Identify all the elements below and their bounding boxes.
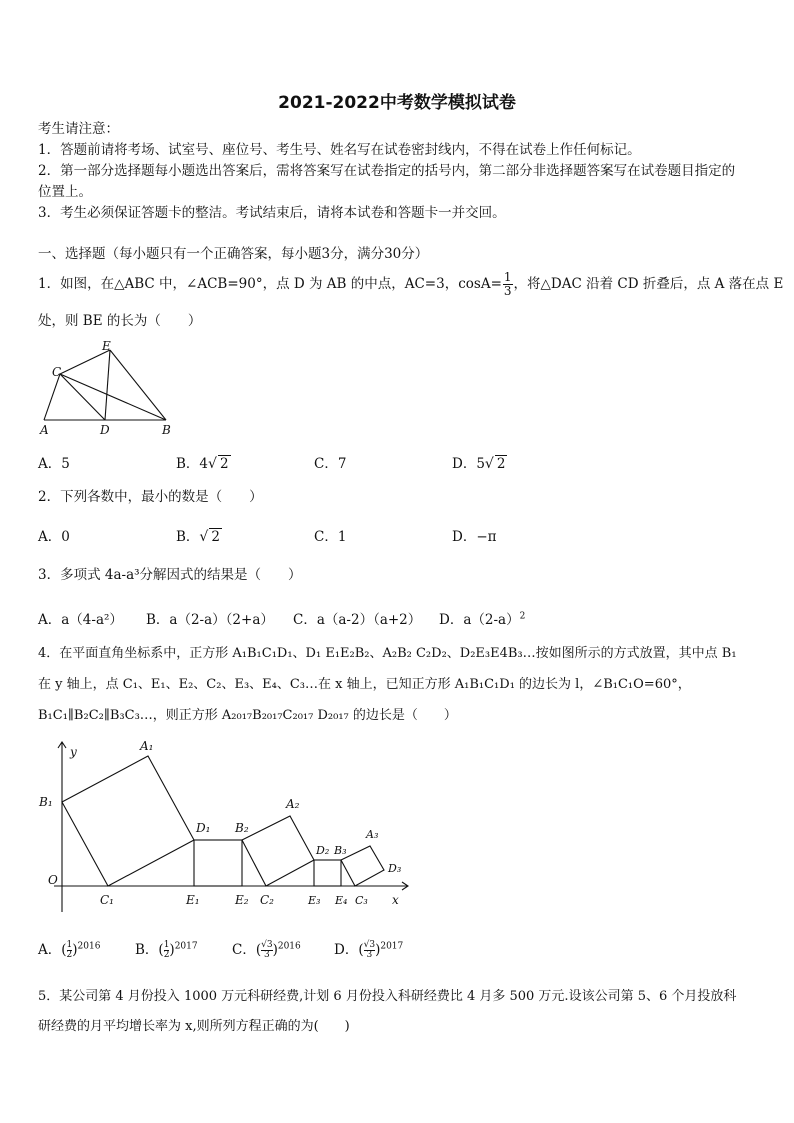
q2-option-d[interactable]: D．−π xyxy=(452,529,497,545)
question-1-text xyxy=(38,268,783,300)
q2-option-a[interactable]: A．0 xyxy=(38,529,70,545)
question-4-line: 4．在平面直角坐标系中，正方形 A₁B₁C₁D₁、D₁ E₁E₂B₂、A₂B₂ C₂D₂、D₂E₃E4B₃…按如图所示的方式放置，其中点 B₁ xyxy=(38,646,737,661)
q1-option-c[interactable]: C．7 xyxy=(314,456,347,472)
label-A1: A₁ xyxy=(140,739,154,753)
q1-option-d[interactable]: D．5√ 2 xyxy=(452,456,506,472)
label-B1: B₁ xyxy=(39,795,53,809)
q1-triangle-figure xyxy=(38,338,178,436)
q3-option-c[interactable]: C．a（a-2）（a+2） xyxy=(293,612,422,628)
option-text: B． xyxy=(176,529,200,545)
fraction-denominator: 2 xyxy=(163,950,170,960)
q1-fraction xyxy=(503,271,513,298)
label-E3: E₃ xyxy=(308,894,321,907)
fraction-numerator: 1 xyxy=(163,940,170,950)
fraction-denominator: 3 xyxy=(263,950,270,960)
label-O: O xyxy=(48,873,58,887)
exponent: 2016 xyxy=(277,941,301,952)
option-text: ) xyxy=(169,942,175,958)
segment-ED xyxy=(105,350,110,420)
square-3 xyxy=(242,816,314,886)
exponent: 2017 xyxy=(174,941,198,952)
label-A2: A₂ xyxy=(286,797,300,811)
question-5-line: 5．某公司第 4 月份投入 1000 万元科研经费,计划 6 月份投入科研经费比 4 月多 500 万元.设该公司第 5、6 个月投放科 xyxy=(38,989,737,1004)
q4-option-d[interactable] xyxy=(334,938,403,960)
notice-heading: 考生请注意： xyxy=(38,121,119,137)
label-y: y xyxy=(70,745,77,759)
label-C1: C₁ xyxy=(100,893,114,907)
q4-option-c[interactable] xyxy=(232,938,301,960)
fraction-numerator: √3 xyxy=(363,940,376,950)
square-5 xyxy=(341,846,384,886)
segment-CD xyxy=(60,374,105,420)
label-D2: D₂ xyxy=(316,844,330,857)
fraction-numerator: 1 xyxy=(503,270,512,284)
section-heading: 一、选择题（每小题只有一个正确答案，每小题3分，满分30分） xyxy=(38,246,429,262)
label-B2: B₂ xyxy=(235,821,249,835)
radicand: 2 xyxy=(496,456,506,472)
label-C2: C₂ xyxy=(260,893,274,907)
option-text: D．5 xyxy=(452,456,485,472)
option-text: B．4 xyxy=(176,456,209,472)
fraction-denominator: 3 xyxy=(366,950,373,960)
square-2 xyxy=(194,840,242,886)
page-title: 2021-2022中考数学模拟试卷 xyxy=(278,93,516,113)
q2-option-c[interactable]: C．1 xyxy=(314,529,347,545)
label-C3: C₃ xyxy=(355,894,368,907)
label-E2: E₂ xyxy=(235,893,249,907)
label-A: A xyxy=(40,423,49,436)
fraction-denominator: 3 xyxy=(503,284,512,298)
option-text: ) xyxy=(272,942,278,958)
question-3-text: 3．多项式 4a-a³分解因式的结果是（ ） xyxy=(38,567,302,583)
segment-EB xyxy=(110,350,166,420)
option-text: A．( xyxy=(38,942,67,958)
square-1 xyxy=(62,756,194,886)
q3-option-d[interactable] xyxy=(439,608,525,628)
option-text: D．a（2-a） xyxy=(439,612,520,628)
q4-option-b[interactable] xyxy=(135,938,198,960)
radicand: 2 xyxy=(219,456,229,472)
label-B3: B₃ xyxy=(334,844,347,857)
notice-item: 1．答题前请将考场、试室号、座位号、考生号、姓名写在试卷密封线内，不得在试卷上作任何标记。 xyxy=(38,142,641,158)
q1-text-part: ，将△DAC 沿着 CD 折叠后，点 A 落在点 E xyxy=(513,276,784,292)
label-B: B xyxy=(162,423,171,436)
fraction-numerator: √3 xyxy=(261,940,273,950)
label-E1: E₁ xyxy=(186,893,200,907)
label-C: C xyxy=(52,365,62,379)
fraction-denominator: 2 xyxy=(66,950,73,960)
label-D1: D₁ xyxy=(196,821,211,835)
segment-AC xyxy=(44,374,60,420)
label-D3: D₃ xyxy=(388,862,402,875)
segment-CB xyxy=(60,374,166,420)
question-2-text: 2．下列各数中，最小的数是（ ） xyxy=(38,489,263,505)
label-E: E xyxy=(102,339,111,353)
q1-option-a[interactable]: A．5 xyxy=(38,456,70,472)
label-A3: A₃ xyxy=(366,828,379,841)
question-4-line: 在 y 轴上，点 C₁、E₁、E₂、C₂、E₃、E₄、C₃…在 x 轴上，已知正方形 A₁B₁C₁D₁ 的边长为 l，∠B₁C₁O=60°， xyxy=(38,677,691,692)
notice-item: 3．考生必须保证答题卡的整洁。考试结束后，请将本试卷和答题卡一并交回。 xyxy=(38,205,506,221)
exponent: 2016 xyxy=(77,941,101,952)
segment-CE xyxy=(60,350,110,374)
exponent: 2017 xyxy=(380,941,404,952)
q1-text-part: 1．如图，在△ABC 中，∠ACB=90°，点 D 为 AB 的中点，AC=3，cosA= xyxy=(38,276,502,292)
label-D: D xyxy=(100,423,110,436)
q3-option-a[interactable]: A．a（4-a²） xyxy=(38,612,123,628)
option-text: B．( xyxy=(135,942,164,958)
question-4-line: B₁C₁∥B₂C₂∥B₃C₃…，则正方形 A₂₀₁₇B₂₀₁₇C₂₀₁₇ D₂₀₁₇ 的边长是（ ） xyxy=(38,708,457,723)
question-1-text-cont: 处，则 BE 的长为（ ） xyxy=(38,313,202,329)
square-4 xyxy=(314,860,341,886)
option-text: C．( xyxy=(232,942,262,958)
option-text: ) xyxy=(72,942,78,958)
question-5-line: 研经费的月平均增长率为 x,则所列方程正确的为( ) xyxy=(38,1019,350,1034)
q4-option-a[interactable] xyxy=(38,938,100,960)
option-fraction xyxy=(261,941,272,960)
notice-item: 位置上。 xyxy=(38,184,92,200)
exponent: 2 xyxy=(519,611,526,622)
option-text: D．( xyxy=(334,942,364,958)
q1-option-b[interactable]: B．4√ 2 xyxy=(176,456,229,472)
fraction-numerator: 1 xyxy=(66,940,73,950)
q2-option-b[interactable]: B．√ 2 xyxy=(176,529,220,545)
notice-item: 2．第一部分选择题每小题选出答案后，需将答案写在试卷指定的括号内，第二部分非选择题答案写在试卷题目指定的 xyxy=(38,163,736,179)
option-fraction xyxy=(364,941,375,960)
radicand: 2 xyxy=(211,529,220,545)
q3-option-b[interactable]: B．a（2-a）（2+a） xyxy=(146,612,274,628)
label-x: x xyxy=(392,893,399,907)
option-text: ) xyxy=(375,942,381,958)
q4-coordinate-figure xyxy=(36,736,416,916)
label-E4: E₄ xyxy=(335,894,348,907)
